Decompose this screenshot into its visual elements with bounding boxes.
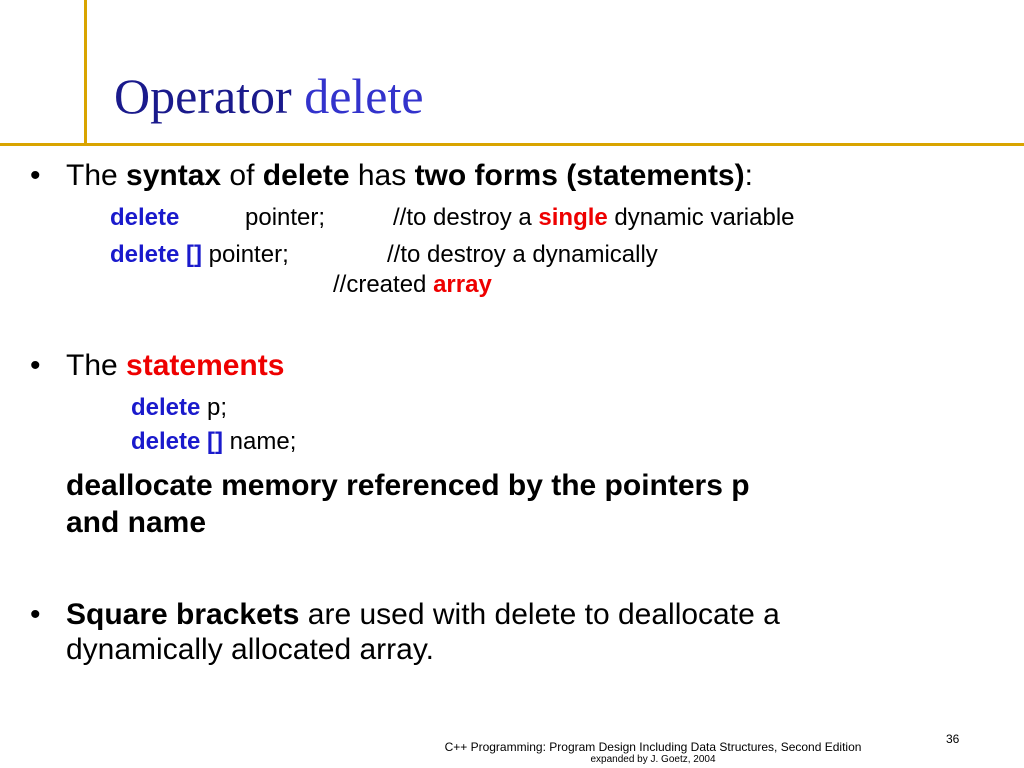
bullet-1-text [66, 158, 753, 194]
b2-t1: The [66, 349, 127, 382]
form-1-comment-a: //to destroy a [393, 204, 539, 231]
stmt-2-rest: name; [223, 428, 297, 455]
form-2-kw-text: delete [] [110, 241, 203, 268]
form-1-comment [393, 203, 795, 233]
form-1-comment-b: single [538, 204, 608, 231]
dealloc-note-line-1: deallocate memory referenced by the pointers p [66, 469, 750, 502]
statement-1 [131, 393, 227, 423]
title-accent-rule-horizontal [0, 143, 1024, 146]
form-1-kw-text: delete [110, 204, 180, 231]
b1-t5: has [349, 159, 415, 192]
form-2-keyword-code [110, 240, 289, 270]
bullet-2-glyph: • [30, 349, 41, 382]
b1-t1: The [66, 159, 127, 192]
form-1-keyword [110, 203, 179, 233]
b1-t2: syntax [126, 159, 222, 192]
form-1-code [245, 203, 325, 233]
b1-t6: two forms (statements) [414, 159, 745, 192]
form-2-comment-b: //created [333, 271, 434, 298]
stmt-2-kw: delete [] [131, 428, 224, 455]
footer-line-1: C++ Programming: Program Design Including Data Structures, Second Edition [444, 740, 862, 754]
stmt-1-kw: delete [131, 394, 201, 421]
form-1-code-text: pointer; [245, 204, 326, 231]
b1-t3: of [221, 159, 263, 192]
b3-t2: are used with delete to deallocate a [299, 598, 780, 631]
slide-number: 36 [946, 732, 960, 746]
bullet-3-line-2: dynamically allocated array. [66, 633, 434, 666]
b1-t7: : [744, 159, 753, 192]
footer-line-2: expanded by J. Goetz, 2004 [590, 754, 716, 765]
form-2-code-text: pointer; [202, 241, 289, 268]
title-accent-rule-vertical [84, 0, 87, 146]
b3-t1: Square brackets [66, 598, 300, 631]
statement-2 [131, 427, 296, 457]
bullet-3-glyph: • [30, 598, 41, 631]
slide-title [114, 66, 424, 126]
b2-t2: statements [126, 349, 285, 382]
bullet-3-text [66, 597, 780, 633]
title-text: Operator [114, 68, 292, 124]
stmt-1-rest: p; [200, 394, 228, 421]
dealloc-note-line-2: and name [66, 506, 207, 539]
title-keyword: delete [304, 68, 424, 124]
form-1-comment-c: dynamic variable [607, 204, 795, 231]
form-2-comment-c: array [433, 271, 492, 298]
form-2-comment-a: //to destroy a dynamically [387, 241, 658, 268]
b1-t4: delete [262, 159, 350, 192]
form-2-comment-line-2 [333, 270, 492, 300]
bullet-1-glyph: • [30, 159, 41, 192]
slide-footer [383, 740, 923, 766]
form-2-comment-line-1 [387, 240, 658, 270]
bullet-2-text [66, 348, 284, 384]
